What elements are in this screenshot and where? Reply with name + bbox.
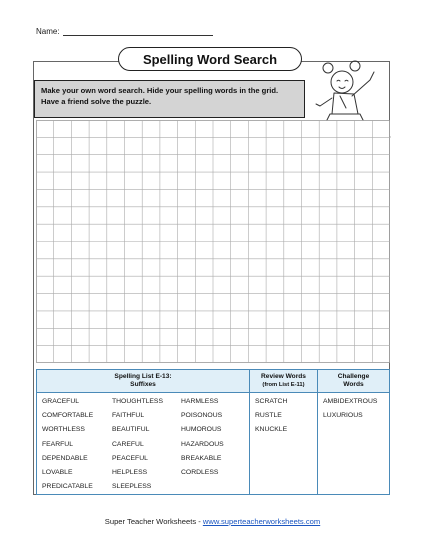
challenge-words-title: Challenge <box>337 373 370 380</box>
footer <box>0 517 425 526</box>
spelling-word: HELPLESS <box>112 469 148 476</box>
spelling-list-header <box>37 370 249 393</box>
spelling-word: CAREFUL <box>112 440 144 448</box>
name-label: Name: <box>36 27 60 36</box>
word-search-grid[interactable] <box>36 120 390 363</box>
spelling-word: PREDICATABLE <box>42 483 93 491</box>
review-word: KNUCKLE <box>255 426 288 434</box>
spelling-word: DEPENDABLE <box>42 454 88 462</box>
word-list-box <box>36 369 390 495</box>
spelling-list-subtitle: Suffixes <box>130 381 156 388</box>
spelling-word: FEARFUL <box>42 440 73 448</box>
spelling-word: POISONOUS <box>181 412 223 420</box>
review-column-divider <box>249 393 250 494</box>
spelling-word: BEAUTIFUL <box>112 426 150 434</box>
review-word: RUSTLE <box>255 412 282 420</box>
review-words-subtitle: (from List E-11) <box>262 382 305 388</box>
name-line[interactable] <box>63 27 213 36</box>
spelling-word: SLEEPLESS <box>112 483 152 491</box>
spelling-word: HARMLESS <box>181 398 219 405</box>
spelling-word: FAITHFUL <box>112 412 145 420</box>
instructions-box: Make your own word search. Hide your spelling words in the grid. Have a friend solve the puzzle. <box>34 80 305 118</box>
spelling-word: WORTHLESS <box>42 426 85 434</box>
spelling-word: BREAKABLE <box>181 454 222 462</box>
challenge-words-header <box>317 370 389 393</box>
name-row <box>36 27 213 36</box>
worksheet-title-text: Spelling Word Search <box>142 51 278 67</box>
spelling-word: GRACEFUL <box>42 398 80 405</box>
review-words-header <box>249 370 317 393</box>
footer-link[interactable]: www.superteacherworksheets.com <box>202 517 321 526</box>
spelling-word: THOUGHTLESS <box>112 398 163 405</box>
challenge-word: LUXURIOUS <box>323 412 363 420</box>
spelling-word: LOVABLE <box>42 469 73 476</box>
challenge-column-divider <box>317 393 318 494</box>
spelling-word: COMFORTABLE <box>42 412 94 420</box>
challenge-words-subtitle: Words <box>343 381 364 388</box>
footer-prefix: Super Teacher Worksheets - <box>104 517 203 526</box>
spelling-word: HAZARDOUS <box>181 440 224 448</box>
spelling-word: CORDLESS <box>181 469 219 476</box>
challenge-word: AMBIDEXTROUS <box>323 398 378 405</box>
spelling-list-title: Spelling List E-13: <box>114 373 172 380</box>
worksheet-title <box>118 47 302 71</box>
review-words-title: Review Words <box>261 373 306 380</box>
spelling-word: HUMOROUS <box>181 426 222 434</box>
spelling-word: PEACEFUL <box>112 454 148 462</box>
review-word: SCRATCH <box>255 398 288 405</box>
